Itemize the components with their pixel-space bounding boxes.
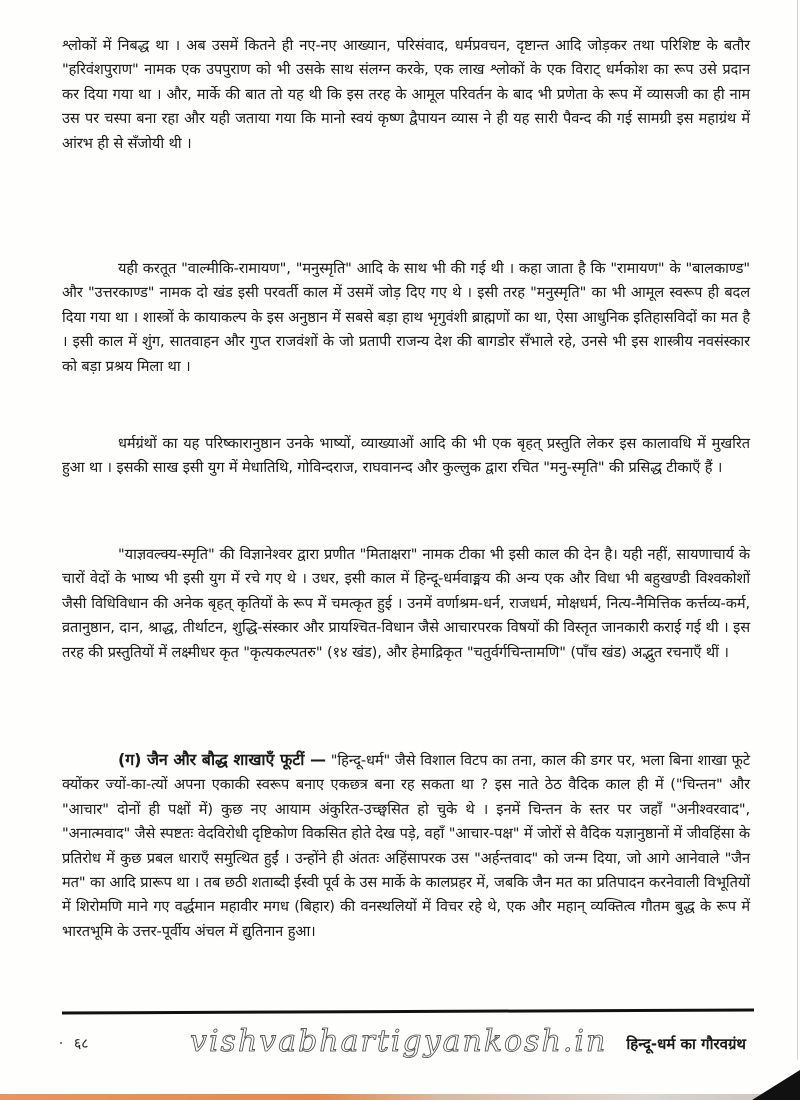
section-heading: (ग) जैन और बौद्ध शाखाएँ फूटीं — <box>118 750 326 769</box>
running-title: हिन्दू-धर्म का गौरवग्रंथ <box>626 1035 746 1053</box>
paragraph-block-4 <box>62 543 750 665</box>
page-number: ६८ <box>74 1036 89 1052</box>
paragraph-block-3 <box>62 432 750 481</box>
paragraph-continued <box>62 34 750 156</box>
paragraph-1: श्लोकों में निबद्ध था । अब उसमें कितने ही नए-नए आख्यान, परिसंवाद, धर्मप्रवचन, दृष्टान्त आदि जोड़कर तथा परिशिष्ट के बतौर "हरिवंशपुराण" नामक एक उपपुराण को भी उसके साथ संलग्न करके, एक लाख श्लोकों के एक विराट् धर्मकोश का रूप उसे प्रदान कर दिया गया था । और, मार्के की बात तो यह थी कि इस तरह के आमूल परिवर्तन के बाद भी प्रणेता के रूप में व्यासजी का ही नाम उस पर चस्पा बना रहा और यही जताया गया कि मानो स्वयं कृष्ण द्वैपायन व्यास ने ही यह सारी पैवन्द की गई सामग्री इस महाग्रंथ में आंरभ ही से सँजोयी थी । <box>62 37 750 152</box>
paragraph-block-2 <box>62 257 750 379</box>
footer-rule <box>62 1008 754 1014</box>
paragraph-3: धर्मग्रंथों का यह परिष्कारानुष्ठान उनके भाष्यों, व्याख्याओं आदि की भी एक बृहत् प्रस्तुति लेकर इस कालावधि में मुखरित हुआ था । इसकी साख इसी युग में मेधातिथि, गोविन्दराज, राघवानन्द और कुल्लुक द्वारा रचित "मनु-स्मृति" की प्रसिद्ध टीकाएँ हैं । <box>62 435 750 477</box>
watermark: vishvabhartigyankosh.in <box>190 1024 608 1059</box>
paragraph-2: यही करतूत "वाल्मीकि-रामायण", "मनुस्मृति" आदि के साथ भी की गई थी । कहा जाता है कि "रामायण" के "बालकाण्ड" और "उत्तरकाण्ड" नामक दो खंड इसी परवर्ती काल में उसमें जोड़ दिए गए थे । इसी तरह "मनुस्मृति" का भी आमूल स्वरूप ही बदल दिया गया था । शास्त्रों के कायाकल्प के इस अनुष्ठान में सबसे बड़ा हाथ भृगुवंशी ब्राह्मणों का था, ऐसा आधुनिक इतिहासविदों का मत है । इसी काल में शुंग, सातवाहन और गुप्त राजवंशों के जो प्रतापी राजन्य देश की बागडोर सँभाले रहे, उनसे भी इस शास्त्रीय नवसंस्कार को बड़ा प्रश्रय मिला था । <box>62 260 750 375</box>
section-body: "हिन्दू-धर्म" जैसे विशाल विटप का तना, काल की डगर पर, भला बिना शाखा फूटे क्योंकर ज्यों-का-त्यों अपना एकाकी स्वरूप बनाए एकछत्र बना रह सकता था ? इस नाते ठेठ वैदिक काल ही में ("चिन्तन" और "आचार" दोनों ही पक्षों में) कुछ नए आयाम अंकुरित-उच्छ्वसित हो चुके थे । इनमें चिन्तन के स्तर पर जहाँ "अनीश्वरवाद", "अनात्मवाद" जैसे स्पष्टतः वेदविरोधी दृष्टिकोण विकसित होते देख पड़े, वहाँ "आचार-पक्ष" में जोरों से वैदिक यज्ञानुष्ठानों में जीवहिंसा के प्रतिरोध में कुछ प्रबल धाराएँ समुत्थित हुईं । उन्होंने ही अंततः अहिंसापरक उस "अर्हन्तवाद" को जन्म दिया, जो आगे आनेवाले "जैन मत" का आदि प्रारूप था । तब छठी शताब्दी ईस्वी पूर्व के उस मार्के के कालप्रहर में, जबकि जैन मत का प्रतिपादन करनेवाली विभूतियों में शिरोमणि माने गए वर्द्धमान महावीर मगध (बिहार) की वनस्थलियों में विचर रहे थे, एक और महान् व्यक्तित्व गौतम बुद्ध के रूप में भारतभूमि के उत्तर-पूर्वीय अंचल में द्युतिनान हुआ। <box>62 752 750 940</box>
page-edge <box>797 0 798 1060</box>
page-corner-shadow <box>752 1070 800 1100</box>
paragraph-4: "याज्ञवल्क्य-स्मृति" की विज्ञानेश्वर द्वारा प्रणीत "मिताक्षरा" नामक टीका भी इसी काल की देन है। यही नहीं, सायणाचार्य के चारों वेदों के भाष्य भी इसी युग में रचे गए थे । उधर, इसी काल में हिन्दू-धर्मवाङ्मय की अन्य एक और विधा भी बहुखण्डी विश्वकोशों जैसी विधिविधान की अनेक बृहत् कृतियों के रूप में चमत्कृत हुई । उनमें वर्णाश्रम-धर्न, राजधर्म, मोक्षधर्म, नित्य-नैमित्तिक कर्त्तव्य-कर्म, व्रतानुष्ठान, दान, श्राद्ध, तीर्थाटन, शुद्धि-संस्कार और प्रायश्चित-विधान जैसे आचारपरक विषयों की विस्तृत जानकारी कराई गई थी । इस तरह की प्रस्तुतियों में लक्ष्मीधर कृत "कृत्यकल्पतरु" (१४ खंड), और हेमाद्रिकृत "चतुर्वर्गचिन्तामणि" (पाँच खंड) अद्भुत रचनाएँ थीं । <box>62 546 750 661</box>
page-footer <box>0 1024 800 1060</box>
book-edge-strip <box>0 1094 800 1100</box>
speck <box>60 1042 62 1044</box>
section-block <box>62 748 750 944</box>
